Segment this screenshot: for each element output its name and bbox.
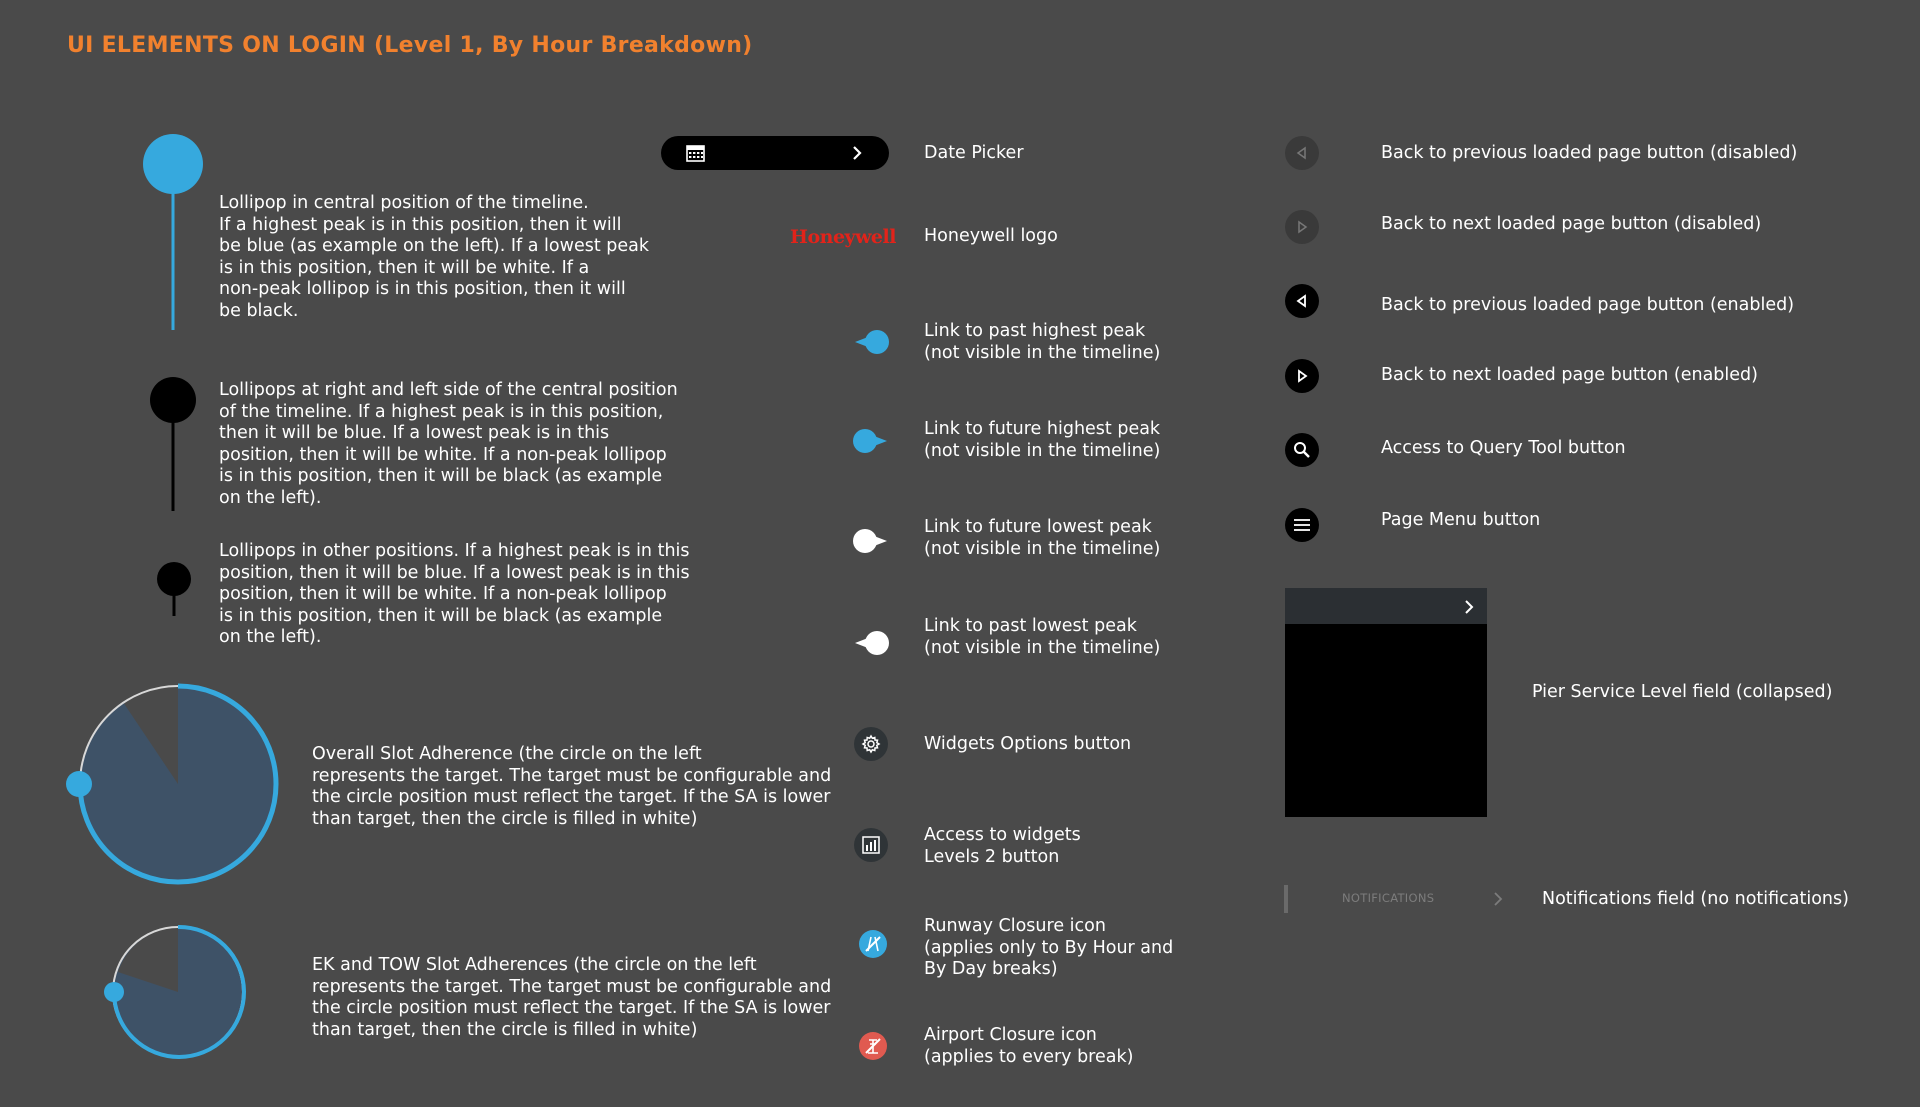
future-lowest-peak-label: Link to future lowest peak (not visible in the timeline) — [924, 517, 1161, 559]
back-previous-button-disabled[interactable] — [1285, 136, 1319, 170]
lollipop-central-example — [143, 134, 203, 334]
back-next-disabled-label: Back to next loaded page button (disabled) — [1381, 214, 1762, 234]
ek-tow-slot-adherence-gauge — [103, 922, 253, 1062]
hamburger-menu-icon — [1293, 518, 1311, 532]
pier-service-level-field[interactable] — [1285, 588, 1487, 817]
chevron-right-icon — [1464, 599, 1474, 618]
date-picker-label: Date Picker — [924, 143, 1024, 163]
past-highest-peak-label: Link to past highest peak (not visible in the timeline) — [924, 321, 1161, 363]
airport-closure-icon — [859, 1032, 887, 1064]
lollipop-central-description: Lollipop in central position of the timeline. If a highest peak is in this position, then it will be blue (as example on the left). If a lowest peak is in this position, then it will be white. If a non-peak lollipop is in this position, then it will be black. — [219, 193, 649, 321]
future-lowest-peak-link[interactable] — [852, 528, 888, 558]
notifications-field-label: Notifications field (no notifications) — [1542, 889, 1849, 909]
search-icon — [1293, 441, 1311, 459]
triangle-right-icon — [1295, 220, 1309, 234]
chart-icon — [862, 836, 880, 854]
page-menu-button[interactable] — [1285, 508, 1319, 542]
past-lowest-peak-link[interactable] — [854, 630, 890, 660]
future-highest-peak-link[interactable] — [852, 428, 888, 458]
query-tool-button[interactable] — [1285, 433, 1319, 467]
back-next-button-enabled[interactable] — [1285, 359, 1319, 393]
lollipop-other-example — [157, 562, 191, 617]
pier-service-level-header[interactable] — [1285, 588, 1487, 624]
back-next-button-disabled[interactable] — [1285, 210, 1319, 244]
honeywell-logo: Honeywell — [790, 226, 896, 248]
overall-slot-adherence-gauge — [63, 680, 283, 890]
lollipop-other-description: Lollipops in other positions. If a highest peak is in this position, then it will be blue. If a lowest peak is in this position, then it will be white. If a non-peak lollipop is in this position, then it will be black (as example on the left). — [219, 541, 690, 647]
triangle-right-icon — [1295, 369, 1309, 383]
chevron-right-icon[interactable] — [851, 145, 863, 165]
ek-tow-slot-adherence-description: EK and TOW Slot Adherences (the circle on the left represents the target. The target must be configurable and the circle position must reflect the target. If the SA is lower than target, then the circle is filled in white) — [312, 955, 832, 1040]
back-previous-enabled-label: Back to previous loaded page button (enabled) — [1381, 295, 1795, 315]
calendar-icon — [686, 144, 705, 166]
back-next-enabled-label: Back to next loaded page button (enabled) — [1381, 365, 1758, 385]
page-title: UI ELEMENTS ON LOGIN (Level 1, By Hour Breakdown) — [67, 33, 753, 58]
runway-closure-icon — [859, 930, 887, 962]
notifications-field-text: NOTIFICATIONS — [1342, 891, 1435, 905]
notifications-divider — [1284, 885, 1288, 913]
past-highest-peak-link[interactable] — [854, 329, 890, 359]
widgets-levels-label: Access to widgets Levels 2 button — [924, 825, 1081, 867]
widgets-levels-button[interactable] — [854, 828, 888, 862]
future-highest-peak-label: Link to future highest peak (not visible in the timeline) — [924, 419, 1161, 461]
honeywell-logo-label: Honeywell logo — [924, 226, 1058, 246]
back-previous-disabled-label: Back to previous loaded page button (disabled) — [1381, 143, 1798, 163]
chevron-right-icon — [1493, 891, 1503, 911]
triangle-left-icon — [1295, 146, 1309, 160]
triangle-left-icon — [1295, 294, 1309, 308]
lollipop-side-example — [150, 377, 196, 513]
past-lowest-peak-label: Link to past lowest peak (not visible in the timeline) — [924, 616, 1161, 658]
back-previous-button-enabled[interactable] — [1285, 284, 1319, 318]
page-menu-label: Page Menu button — [1381, 510, 1541, 530]
runway-closure-label: Runway Closure icon (applies only to By Hour and By Day breaks) — [924, 916, 1174, 979]
notifications-field[interactable] — [1284, 884, 1504, 914]
widgets-options-label: Widgets Options button — [924, 734, 1132, 754]
airport-closure-label: Airport Closure icon (applies to every break) — [924, 1025, 1134, 1067]
lollipop-side-description: Lollipops at right and left side of the central position of the timeline. If a highest peak is in this position, then it will be blue. If a lowest peak is in this position, then it will be white. If a non-peak lollipop is in this position, then it will be black (as example on the left). — [219, 380, 678, 508]
overall-slot-adherence-description: Overall Slot Adherence (the circle on the left represents the target. The target must be configurable and the circle position must reflect the target. If the SA is lower than target, then the circle is filled in white) — [312, 744, 832, 829]
widgets-options-button[interactable] — [854, 727, 888, 761]
query-tool-label: Access to Query Tool button — [1381, 438, 1626, 458]
pier-service-level-label: Pier Service Level field (collapsed) — [1532, 682, 1833, 702]
gear-icon — [861, 734, 881, 754]
date-picker[interactable] — [661, 136, 889, 170]
